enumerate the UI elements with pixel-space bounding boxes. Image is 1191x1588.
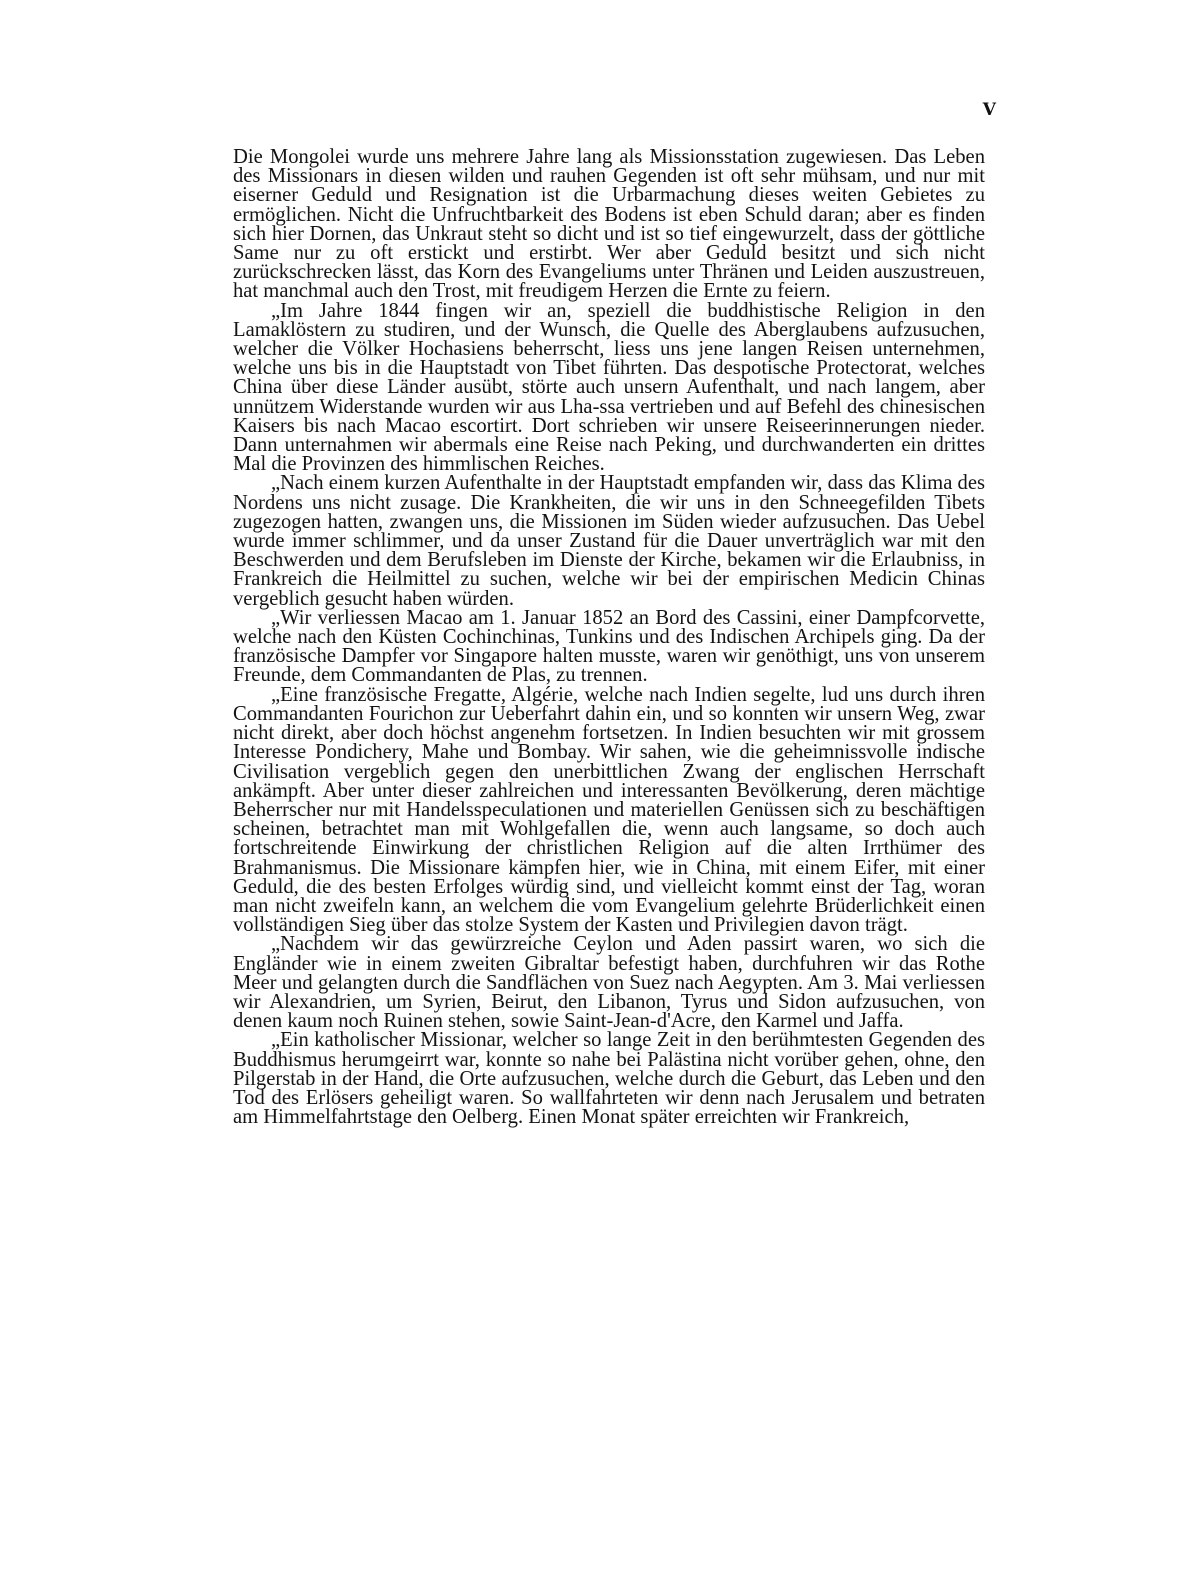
paragraph: „Im Jahre 1844 fingen wir an, speziell die buddhistische Religion in den Lamaklöstern zu studiren, und der Wunsch, die Quelle des Aberglaubens aufzusuchen, welcher die Völker Hochasiens beherrscht, liess uns jene langen Reisen unternehmen, welche uns bis in die Hauptstadt von Tibet führten. Das despotische Protectorat, welches China über diese Länder ausübt, störte auch unsern Aufenthalt, und nach langem, aber unnützem Widerstande wurden wir aus Lha-ssa vertrieben und auf Befehl des chinesischen Kaisers bis nach Macao escortirt. Dort schrieben wir unsere Reiseerinnerungen nieder. Dann unternahmen wir abermals eine Reise nach Peking, und durchwanderten ein drittes Mal die Provinzen des himmlischen Reiches. <box>233 299 985 476</box>
paragraph: „Nach einem kurzen Aufenthalte in der Hauptstadt empfanden wir, dass das Klima des Nordens uns nicht zusage. Die Krankheiten, die wir uns in den Schneegefilden Tibets zugezogen hatten, zwangen uns, die Missionen im Süden wieder aufzusuchen. Das Uebel wurde immer schlimmer, und da unser Zustand für die Dauer unverträglich war mit den Beschwerden und dem Berufsleben im Dienste der Kirche, bekamen wir die Erlaubniss, in Frankreich die Heilmittel zu suchen, welche wir bei der empirischen Medicin Chinas vergeblich gesucht haben würden. <box>233 472 985 610</box>
body-text <box>233 148 985 1127</box>
paragraph: „Nachdem wir das gewürzreiche Ceylon und Aden passirt waren, wo sich die Engländer wie in einem zweiten Gibraltar befestigt haben, durchfuhren wir das Rothe Meer und gelangten durch die Sandflächen von Suez nach Aegypten. Am 3. Mai verliessen wir Alexandrien, um Syrien, Beirut, den Libanon, Tyrus und Sidon aufzusuchen, von denen kaum noch Ruinen stehen, sowie Saint-Jean-d'Acre, den Karmel und Jaffa. <box>233 933 985 1033</box>
page-number: V <box>982 100 996 120</box>
paragraph: „Ein katholischer Missionar, welcher so lange Zeit in den berühmtesten Gegenden des Buddhismus herumgeirrt war, konnte so nahe bei Palästina nicht vorüber gehen, ohne, den Pilgerstab in der Hand, die Orte aufzusuchen, welche durch die Geburt, das Leben und den Tod des Erlösers geheiligt waren. So wallfahrteten wir denn nach Jerusalem und betraten am Himmelfahrtstage den Oelberg. Einen Monat später erreichten wir Frankreich, <box>233 1029 985 1129</box>
paragraph: Die Mongolei wurde uns mehrere Jahre lang als Missionsstation zugewiesen. Das Leben des Missionars in diesen wilden und rauhen Gegenden ist oft sehr mühsam, und nur mit eiserner Geduld und Resignation ist die Urbarmachung dieses weiten Gebietes zu ermöglichen. Nicht die Unfruchtbarkeit des Bodens ist eben Schuld daran; aber es finden sich hier Dornen, das Unkraut steht so dicht und ist so tief eingewurzelt, dass der göttliche Same nur zu oft erstickt und erstirbt. Wer aber Geduld besitzt und sich nicht zurückschrecken lässt, das Korn des Evangeliums unter Thränen und Leiden auszustreuen, hat manchmal auch den Trost, mit freudigem Herzen die Ernte zu feiern. <box>233 146 985 303</box>
paragraph: „Wir verliessen Macao am 1. Januar 1852 an Bord des Cassini, einer Dampfcorvette, welche nach den Küsten Cochinchinas, Tunkins und des Indischen Archipels ging. Da der französische Dampfer vor Singapore halten musste, waren wir genöthigt, uns von unserem Freunde, dem Commandanten de Plas, zu trennen. <box>233 606 985 687</box>
paragraph: „Eine französische Fregatte, Algérie, welche nach Indien segelte, lud uns durch ihren Commandanten Fourichon zur Ueberfahrt dahin ein, und so konnten wir unsern Weg, zwar nicht direkt, aber doch höchst angenehm fortsetzen. In Indien besuchten wir mit grossem Interesse Pondichery, Mahe und Bombay. Wir sahen, wie die geheimnissvolle indische Civilisation vergeblich gegen den unerbittlichen Zwang der englischen Herrschaft ankämpft. Aber unter dieser zahlreichen und interessanten Bevölkerung, deren mächtige Beherrscher nur mit Handelsspeculationen und materiellen Genüssen sich zu beschäftigen scheinen, betrachtet man mit Wohlgefallen die, wenn auch langsame, so doch auch fortschreitende Einwirkung der christlichen Religion auf die alten Irrthümer des Brahmanismus. Die Missionare kämpfen hier, wie in China, mit einem Eifer, mit einer Geduld, die des besten Erfolges würdig sind, und vielleicht kommt einst der Tag, woran man nicht zweifeln kann, an welchem die vom Evangelium gelehrte Brüderlichkeit einen vollständigen Sieg über das stolze System der Kasten und Privilegien davon trägt. <box>233 683 985 937</box>
